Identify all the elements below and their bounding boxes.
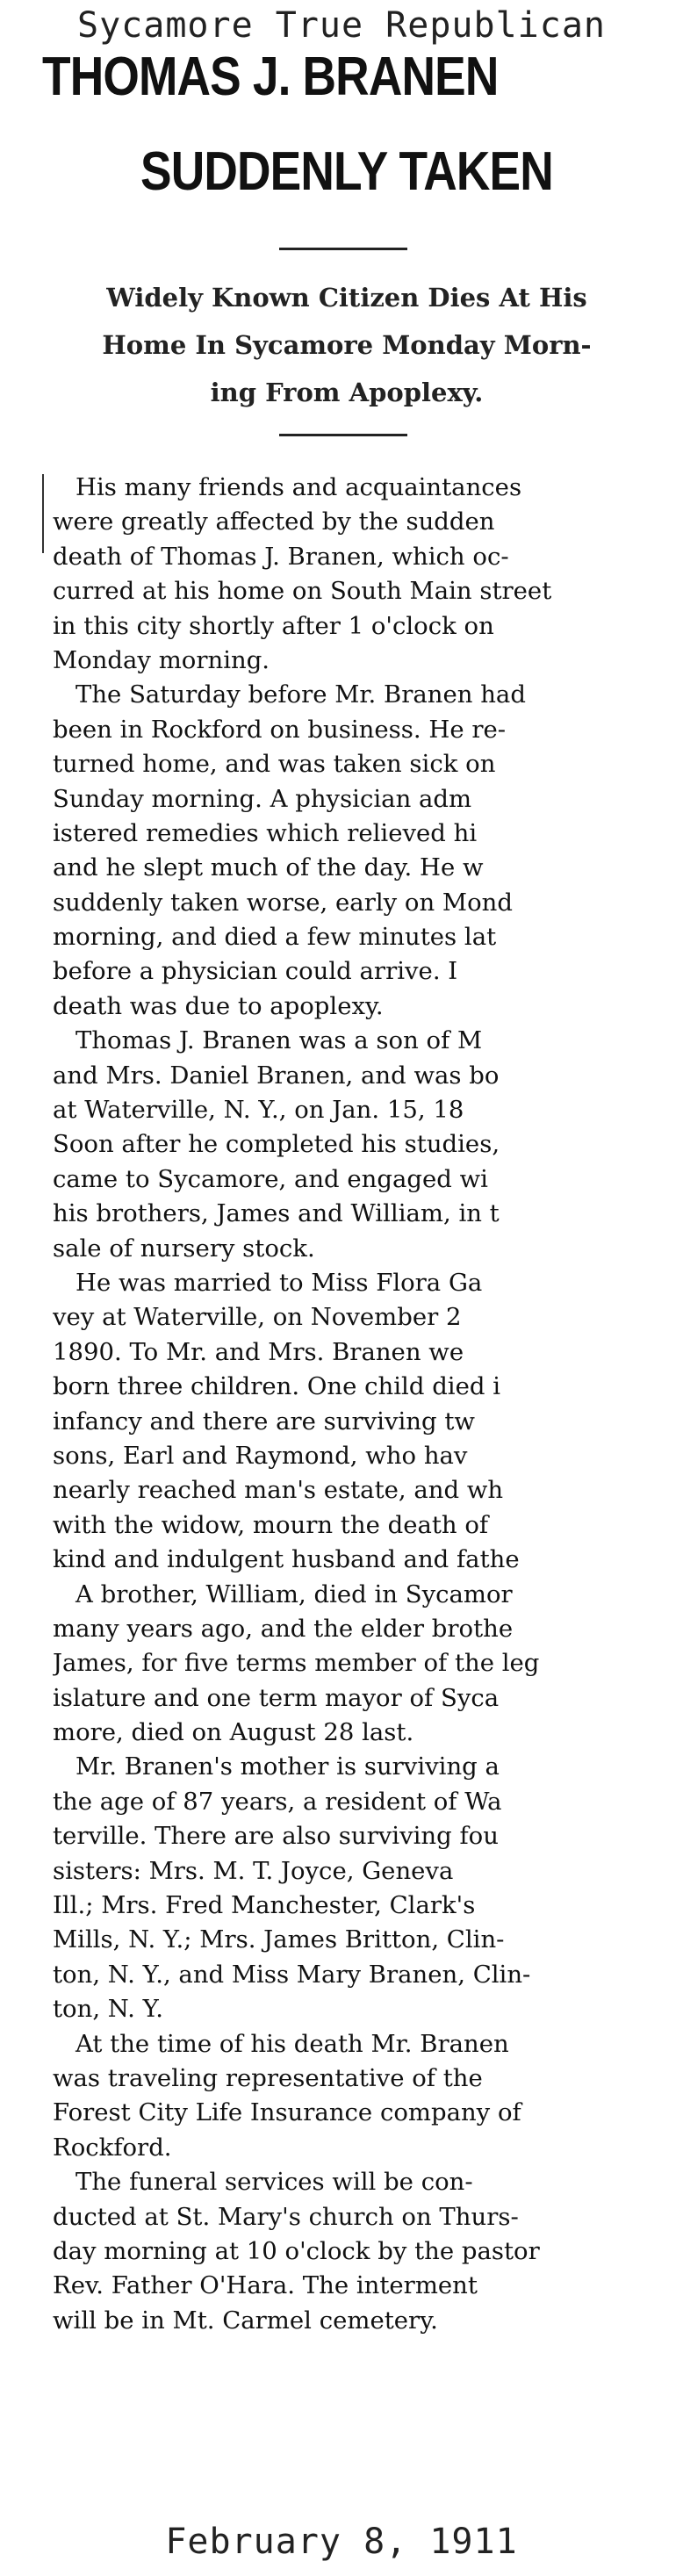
article-line: James, for five terms member of the leg [53, 1649, 540, 1678]
article-line: Thomas J. Branen was a son of M [75, 1026, 483, 1055]
article-line: Monday morning. [53, 645, 270, 674]
article-line: istered remedies which relieved hi [53, 818, 478, 847]
article-line: His many friends and acquaintances [75, 473, 522, 501]
article-line: vey at Waterville, on November 2 [53, 1303, 462, 1332]
article-line: He was married to Miss Flora Ga [75, 1268, 483, 1297]
article-line: sale of nursery stock. [53, 1234, 315, 1263]
article-line: day morning at 10 o'clock by the pastor [53, 2236, 540, 2265]
article-line: curred at his home on South Main street [53, 577, 552, 606]
article-line: Ill.; Mrs. Fred Manchester, Clark's [53, 1891, 476, 1920]
article-line: death of Thomas J. Branen, which oc- [53, 542, 509, 571]
article-line: his brothers, James and William, in t [53, 1199, 500, 1228]
article-line: death was due to apoplexy. [53, 991, 384, 1020]
article-line: sisters: Mrs. M. T. Joyce, Geneva [53, 1856, 454, 1885]
headline-divider [279, 248, 407, 250]
article-line: Forest City Life Insurance company of [53, 2098, 521, 2127]
article-line: morning, and died a few minutes lat [53, 923, 497, 952]
article-line: kind and indulgent husband and fathe [53, 1545, 520, 1574]
article-line: been in Rockford on business. He re- [53, 715, 507, 744]
article-line: suddenly taken worse, early on Mond [53, 888, 513, 917]
article-line: Rockford. [53, 2133, 172, 2162]
headline-line-2: SUDDENLY TAKEN [140, 141, 553, 202]
article-line: ducted at St. Mary's church on Thurs- [53, 2202, 519, 2231]
subheadline-line: Widely Known Citizen Dies At His [106, 283, 587, 313]
article-line: in this city shortly after 1 o'clock on [53, 611, 494, 640]
article-line: was traveling representative of the [53, 2063, 483, 2092]
article-line: and he slept much of the day. He w [53, 853, 484, 882]
article-line: The funeral services will be con- [75, 2168, 473, 2197]
article-line: turned home, and was taken sick on [53, 750, 496, 779]
article-line: the age of 87 years, a resident of Wa [53, 1787, 502, 1816]
column-rule [42, 474, 44, 553]
article-line: The Saturday before Mr. Branen had [75, 680, 526, 709]
article-line: sons, Earl and Raymond, who hav [53, 1441, 468, 1470]
article-line: at Waterville, N. Y., on Jan. 15, 18 [53, 1096, 464, 1125]
article-line: Mr. Branen's mother is surviving a [75, 1752, 500, 1781]
article-line: Rev. Father O'Hara. The interment [53, 2271, 478, 2300]
article-line: born three children. One child died i [53, 1372, 501, 1401]
article-line: came to Sycamore, and engaged wi [53, 1164, 488, 1193]
article-line: ton, N. Y., and Miss Mary Branen, Clin- [53, 1960, 531, 1989]
article-line: nearly reached man's estate, and wh [53, 1476, 504, 1505]
article-line: islature and one term mayor of Syca [53, 1683, 500, 1712]
subheadline-line: ing From Apoplexy. [210, 378, 484, 407]
article-body [53, 471, 632, 2338]
article-line: infancy and there are surviving tw [53, 1407, 475, 1436]
article-line: Mills, N. Y.; Mrs. James Britton, Clin- [53, 1925, 505, 1954]
article-line: will be in Mt. Carmel cemetery. [53, 2306, 438, 2335]
article-line: Soon after he completed his studies, [53, 1130, 500, 1159]
article-line: more, died on August 28 last. [53, 1718, 414, 1747]
article-line: were greatly affected by the sudden [53, 507, 495, 536]
subheadline-divider [279, 434, 407, 436]
article-line: A brother, William, died in Sycamor [75, 1579, 513, 1608]
subheadline [53, 274, 641, 416]
newspaper-name: Sycamore True Republican [77, 5, 606, 46]
article-line: Sunday morning. A physician adm [53, 784, 472, 813]
article-line: with the widow, mourn the death of [53, 1510, 489, 1539]
publication-date: February 8, 1911 [165, 2522, 518, 2562]
article-line: ton, N. Y. [53, 1995, 163, 2024]
article-line: 1890. To Mr. and Mrs. Branen we [53, 1337, 464, 1366]
article-line: and Mrs. Daniel Branen, and was bo [53, 1061, 500, 1090]
headline-line-1: THOMAS J. BRANEN [42, 47, 499, 107]
article-line: many years ago, and the elder brothe [53, 1614, 514, 1643]
article-line: terville. There are also surviving fou [53, 1822, 499, 1851]
article-line: before a physician could arrive. I [53, 957, 458, 986]
subheadline-line: Home In Sycamore Monday Morn- [102, 330, 592, 360]
article-line: At the time of his death Mr. Branen [75, 2029, 509, 2058]
